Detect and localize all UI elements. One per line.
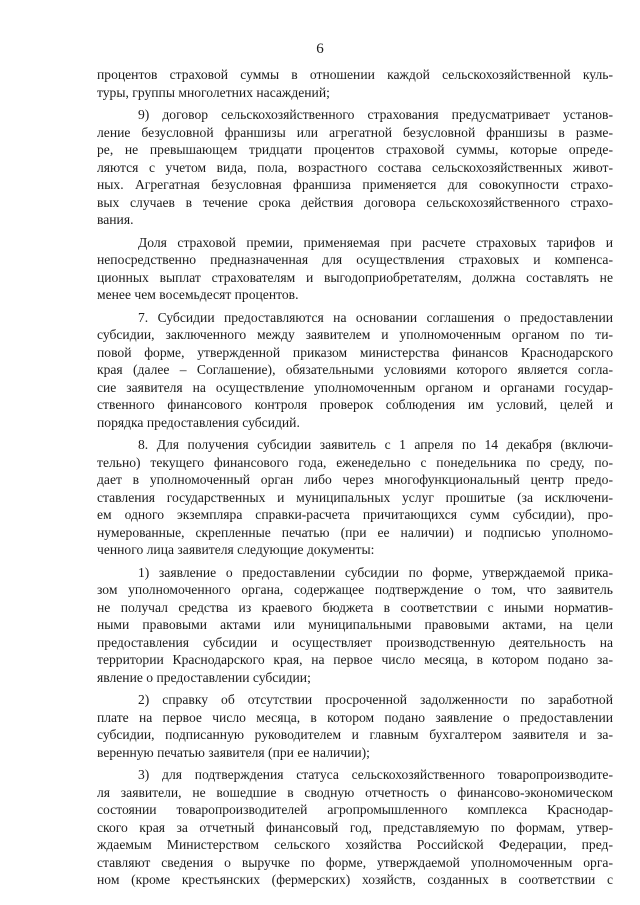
text-line: зом уполномоченного органа, содержащее подтверждение о том, что заявитель xyxy=(97,582,613,597)
text-line: ление безусловной франшизы или агрегатной безусловной франшизы в разме- xyxy=(97,124,613,140)
text-line: нумерованные, скрепленные печатью (при ее наличии) и подписью уполномо- xyxy=(97,524,613,540)
text-line: края (далее – Соглашение), обязательными условиями которого является согла- xyxy=(97,362,613,377)
text-line: территории Краснодарского края, на первое число месяца, в котором подано за- xyxy=(97,652,613,667)
text-line: 9) договор сельскохозяйственного страхования предусматривает установ- xyxy=(138,107,613,122)
text-line: непосредственно предназначенная для осуществления страховых и компенса- xyxy=(97,252,613,267)
text-line: ных. Агрегатная безусловная франшиза применяется для совокупности страхо- xyxy=(97,177,613,192)
text-line: 1) заявление о предоставлении субсидии по форме, утверждаемой прика- xyxy=(138,564,613,580)
paragraph xyxy=(97,691,613,761)
text-line: ля заявители, не вошедшие в сводную отчетность о финансово-экономическом xyxy=(97,784,613,800)
text-line: явление о предоставлении субсидии; xyxy=(97,669,311,685)
text-line: ем одного экземпляра справки-расчета причитающихся сумм субсидии), про- xyxy=(97,507,613,522)
text-line: ном (кроме крестьянских (фермерских) хозяйств, созданных в соответствии с xyxy=(97,872,613,887)
text-line: 2) справку об отсутствии просроченной задолженности по заработной xyxy=(138,692,613,707)
text-line: плате на первое число месяца, в котором подано заявление о предоставлении xyxy=(97,709,613,725)
text-line: ционных выплат страхователям и выгодоприобретателям, должна составлять не xyxy=(97,269,613,285)
paragraph xyxy=(97,66,613,101)
text-line: вания. xyxy=(97,212,134,227)
text-line: состоянии товаропроизводителей агропромышленного комплекса Краснодар- xyxy=(97,802,613,817)
text-line: предоставления субсидии и осуществляет производственную деятельность на xyxy=(97,634,613,650)
text-line: процентов страховой суммы в отношении каждой сельскохозяйственной куль- xyxy=(97,67,613,82)
paragraph xyxy=(97,106,613,229)
text-line: 8. Для получения субсидии заявитель с 1 апреля по 14 декабря (включи- xyxy=(138,437,613,452)
paragraph xyxy=(97,309,613,432)
text-line: Доля страховой премии, применяемая при расчете страховых тарифов и xyxy=(138,234,613,250)
page-number: 6 xyxy=(316,41,324,57)
text-line: порядка предоставления субсидий. xyxy=(97,414,300,430)
text-line: ставления государственных и муниципальных услуг прошитые (за исключени- xyxy=(97,489,613,505)
text-line: ственного финансового контроля проверок соблюдения им условий, целей и xyxy=(97,397,613,412)
text-line: субсидии, заключенного между заявителем и уполномоченным органом по ти- xyxy=(97,327,613,342)
document-body xyxy=(97,66,613,894)
text-line: вых случаев в течение срока действия договора сельскохозяйственного страхо- xyxy=(97,194,613,210)
text-line: сие заявителя на осуществление уполномоченным органом и органами государ- xyxy=(97,379,613,395)
text-line: ставляют сведения о выручке по форме, утверждаемой уполномоченным орга- xyxy=(97,854,613,870)
text-line: дает в уполномоченный орган либо через многофункциональный центр предо- xyxy=(97,472,613,487)
text-line: субсидии, подписанную руководителем и главным бухгалтером заявителя и за- xyxy=(97,727,613,742)
text-line: веренную печатью заявителя (при ее наличии); xyxy=(97,744,370,760)
text-line: ченного лица заявителя следующие документы: xyxy=(97,542,375,557)
text-line: повой форме, утвержденной приказом министерства финансов Краснодарского xyxy=(97,344,613,360)
text-line: ляются с учетом вида, пола, возрастного состава сельскохозяйственных живот- xyxy=(97,159,613,175)
text-line: менее чем восемьдесят процентов. xyxy=(97,287,299,302)
paragraph xyxy=(97,234,613,304)
text-line: ского края за отчетный финансовый год, представляемую по формам, утвер- xyxy=(97,819,613,835)
paragraph xyxy=(97,766,613,889)
text-line: ждаемым Министерством сельского хозяйства Российской Федерации, пред- xyxy=(97,837,613,852)
paragraph xyxy=(97,436,613,559)
text-line: тельно) текущего финансового года, еженедельно с понедельника по среду, по- xyxy=(97,454,613,470)
text-line: ными правовыми актами или муниципальными правовыми актами, на цели xyxy=(97,617,613,632)
paragraph xyxy=(97,564,613,687)
text-line: туры, группы многолетних насаждений; xyxy=(97,84,330,100)
text-line: ре, не превышающем тридцати процентов страховой суммы, которые опреде- xyxy=(97,142,613,157)
text-line: 3) для подтверждения статуса сельскохозяйственного товаропроизводите- xyxy=(138,767,613,782)
text-line: 7. Субсидии предоставляются на основании соглашения о предоставлении xyxy=(138,309,613,325)
text-line: не получал средства из краевого бюджета в соответствии с иными норматив- xyxy=(97,599,613,615)
